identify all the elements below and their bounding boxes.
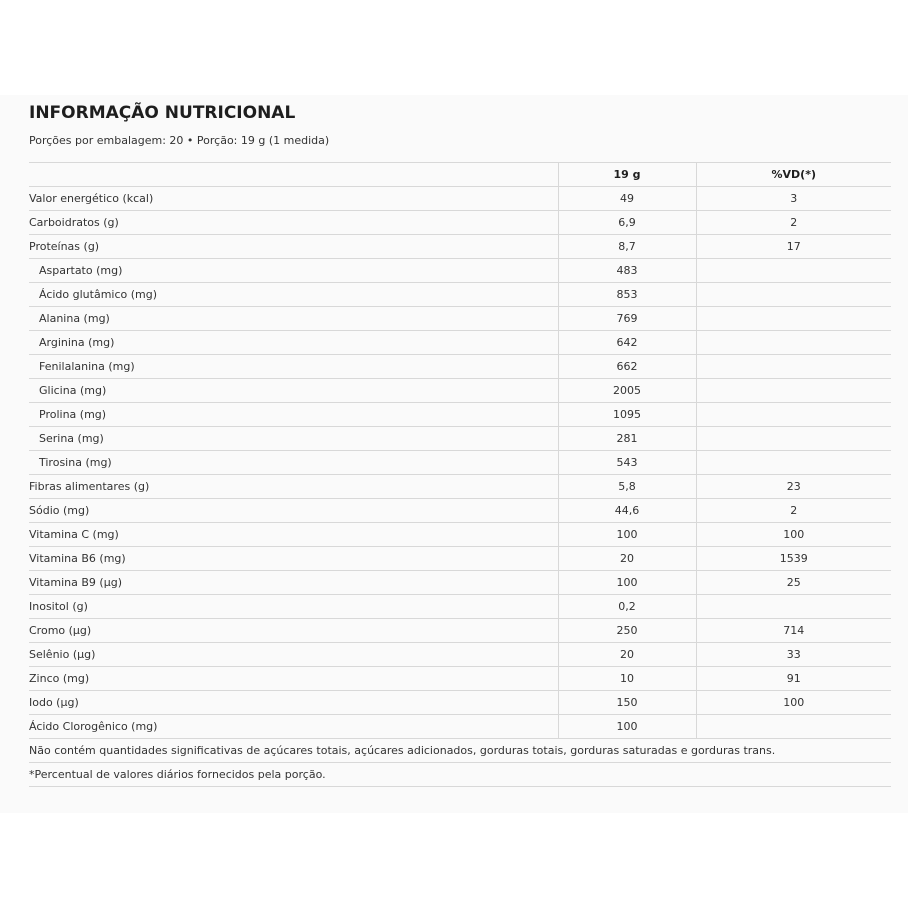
table-row [29,475,891,499]
nutrient-name: Fibras alimentares (g) [29,475,558,499]
nutrition-table-body [29,187,891,787]
nutrient-name: Ácido Clorogênico (mg) [29,715,558,739]
nutrient-serving-value: 483 [558,259,696,283]
table-row [29,595,891,619]
nutrient-name: Vitamina C (mg) [29,523,558,547]
nutrient-serving-value: 2005 [558,379,696,403]
nutrient-daily-value: 3 [696,187,891,211]
table-row [29,427,891,451]
serving-info: Porções por embalagem: 20 • Porção: 19 g (1 medida) [29,134,330,147]
table-header-row [29,163,891,187]
table-row [29,667,891,691]
table-row [29,211,891,235]
nutrient-name: Glicina (mg) [29,379,558,403]
nutrient-serving-value: 543 [558,451,696,475]
nutrient-name: Alanina (mg) [29,307,558,331]
nutrient-serving-value: 100 [558,715,696,739]
nutrient-name: Zinco (mg) [29,667,558,691]
nutrient-daily-value [696,403,891,427]
nutrient-daily-value [696,283,891,307]
table-row [29,283,891,307]
nutrient-daily-value: 91 [696,667,891,691]
nutrient-name: Ácido glutâmico (mg) [29,283,558,307]
nutrient-daily-value: 23 [696,475,891,499]
nutrient-serving-value: 0,2 [558,595,696,619]
table-row [29,259,891,283]
nutrient-serving-value: 769 [558,307,696,331]
nutrient-serving-value: 281 [558,427,696,451]
table-note: *Percentual de valores diários fornecidos pela porção. [29,763,891,787]
nutrition-panel [0,95,908,813]
nutrient-daily-value [696,307,891,331]
table-row [29,379,891,403]
table-row [29,187,891,211]
nutrient-daily-value: 100 [696,691,891,715]
nutrient-serving-value: 100 [558,523,696,547]
table-row [29,643,891,667]
header-daily-value: %VD(*) [696,163,891,187]
table-row [29,571,891,595]
nutrient-name: Tirosina (mg) [29,451,558,475]
nutrient-daily-value [696,715,891,739]
nutrient-name: Cromo (µg) [29,619,558,643]
table-row [29,715,891,739]
nutrient-serving-value: 6,9 [558,211,696,235]
page-title: INFORMAÇÃO NUTRICIONAL [29,103,296,123]
nutrient-daily-value: 2 [696,211,891,235]
table-row [29,355,891,379]
nutrient-daily-value: 714 [696,619,891,643]
nutrient-serving-value: 20 [558,643,696,667]
table-note: Não contém quantidades significativas de açúcares totais, açúcares adicionados, gorduras totais, gorduras saturadas e gorduras trans. [29,739,891,763]
nutrient-name: Valor energético (kcal) [29,187,558,211]
nutrient-serving-value: 642 [558,331,696,355]
nutrient-name: Fenilalanina (mg) [29,355,558,379]
nutrient-name: Serina (mg) [29,427,558,451]
nutrient-daily-value [696,379,891,403]
nutrient-daily-value [696,355,891,379]
table-row [29,547,891,571]
nutrient-daily-value: 1539 [696,547,891,571]
nutrient-daily-value: 25 [696,571,891,595]
nutrient-name: Arginina (mg) [29,331,558,355]
nutrient-name: Proteínas (g) [29,235,558,259]
nutrient-serving-value: 10 [558,667,696,691]
nutrient-daily-value: 2 [696,499,891,523]
nutrient-serving-value: 5,8 [558,475,696,499]
nutrient-daily-value [696,331,891,355]
nutrient-daily-value: 100 [696,523,891,547]
nutrient-name: Prolina (mg) [29,403,558,427]
nutrient-serving-value: 662 [558,355,696,379]
nutrient-name: Sódio (mg) [29,499,558,523]
nutrient-serving-value: 853 [558,283,696,307]
table-row [29,331,891,355]
nutrient-serving-value: 250 [558,619,696,643]
table-row [29,403,891,427]
header-nutrient [29,163,558,187]
table-row [29,619,891,643]
table-row [29,235,891,259]
nutrient-serving-value: 20 [558,547,696,571]
nutrient-daily-value: 17 [696,235,891,259]
header-serving: 19 g [558,163,696,187]
table-row [29,451,891,475]
nutrient-serving-value: 100 [558,571,696,595]
nutrient-daily-value [696,595,891,619]
nutrient-serving-value: 49 [558,187,696,211]
nutrient-name: Aspartato (mg) [29,259,558,283]
nutrient-serving-value: 1095 [558,403,696,427]
nutrient-serving-value: 150 [558,691,696,715]
nutrient-daily-value [696,427,891,451]
nutrient-name: Vitamina B6 (mg) [29,547,558,571]
nutrient-name: Inositol (g) [29,595,558,619]
nutrient-daily-value: 33 [696,643,891,667]
nutrient-name: Selênio (µg) [29,643,558,667]
nutrient-name: Vitamina B9 (µg) [29,571,558,595]
table-row [29,499,891,523]
table-row [29,691,891,715]
table-note-row [29,739,891,763]
nutrient-serving-value: 8,7 [558,235,696,259]
nutrient-name: Iodo (µg) [29,691,558,715]
nutrient-serving-value: 44,6 [558,499,696,523]
nutrient-name: Carboidratos (g) [29,211,558,235]
table-row [29,307,891,331]
nutrient-daily-value [696,259,891,283]
nutrition-table [29,162,891,787]
table-note-row [29,763,891,787]
table-row [29,523,891,547]
nutrient-daily-value [696,451,891,475]
